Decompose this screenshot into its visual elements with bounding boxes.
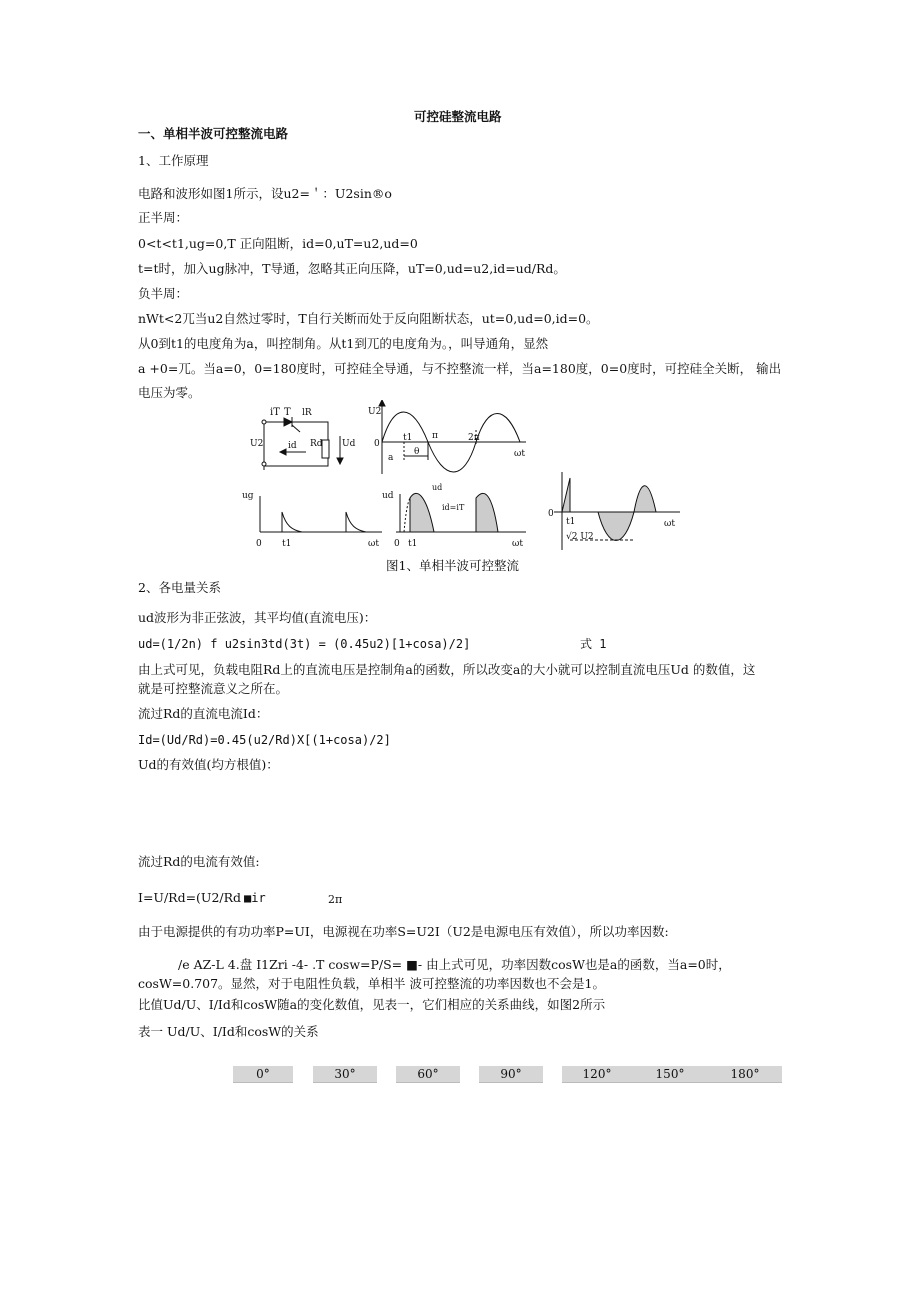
formula-3: I=U/Rd=(U2/Rd [138, 890, 242, 905]
paragraph-line: 负半周： [138, 286, 189, 301]
label-alpha: a [388, 453, 394, 463]
label-id: id [288, 441, 297, 451]
formula-1: ud=(1/2n) f u2sin3td(3t) = (0.45u2)[1+cosa)/2] [138, 637, 471, 651]
label-id-eq: id=iT [442, 503, 465, 512]
axis-zero: 0 [394, 539, 400, 549]
ug-waveform [260, 496, 382, 532]
u2-waveform [379, 400, 526, 474]
label-T: T [284, 407, 291, 418]
table-header-cell: 30° [313, 1066, 377, 1083]
axis-wt: ωt [664, 519, 675, 529]
axis-zero: 0 [548, 509, 554, 519]
paragraph-line: 电压为零。 [138, 385, 201, 400]
axis-ud: ud [382, 491, 394, 501]
paragraph-line: 电路和波形如图1所示，设u2=＇：U2sin®o [138, 186, 392, 201]
page-title: 可控硅整流电路 [414, 109, 502, 124]
circuit-diagram [262, 417, 343, 470]
paragraph-line: 正半周： [138, 210, 189, 225]
label-R: lR [302, 408, 312, 418]
label-t1: t1 [403, 433, 413, 443]
label-t1: t1 [282, 539, 292, 549]
table-caption: 表一 Ud/U、I/Id和cosW的关系 [138, 1024, 319, 1039]
axis-wt: ωt [514, 449, 525, 459]
paragraph-line: 从0到t1的电度角为a，叫控制角。从t1到兀的电度角为。，叫导通角，显然 [138, 336, 549, 351]
paragraph-line: nWt<2兀当u2自然过零时，T自行关断而处于反向阻断状态，ut=0,ud=0,id=0。 [138, 311, 599, 326]
subheading-1: 1、工作原理 [138, 153, 209, 168]
table-header-cell: 0° [233, 1066, 293, 1083]
label-theta: θ [414, 447, 420, 457]
paragraph-line: ud波形为非正弦波，其平均值(直流电压)： [138, 610, 377, 625]
subheading-2: 2、各电量关系 [138, 580, 221, 595]
paragraph-line: cosW=0.707。显然，对于电阻性负载，单相半 波可控整流的功率因数也不会是1。 [138, 976, 605, 991]
formula-2: Id=(Ud/Rd)=0.45(u2/Rd)X[(1+cosa)/2] [138, 733, 391, 747]
label-pi: π [432, 431, 438, 441]
label-2pi: 2π [468, 433, 480, 443]
paragraph-line: 由上式可见，负载电阻Rd上的直流电压是控制角a的函数，所以改变a的大小就可以控制直流电压Ud 的数值，这 [138, 662, 756, 677]
paragraph-line: a +0=兀。当a=0，0=180度时，可控硅全导通，与不控整流一样，当a=180度，0=0度时，可控硅全关断， 输出 [138, 361, 782, 376]
label-sqrt-u2: √2 U2 [566, 532, 594, 542]
paragraph-line: 流过Rd的电流有效值: [138, 854, 260, 869]
label-ud: ud [432, 483, 443, 492]
axis-ug: ug [242, 491, 254, 501]
label-u2: U2 [250, 439, 264, 449]
formula-tag: 式 1 [580, 637, 607, 651]
paragraph-line: Ud的有效值(均方根值)： [138, 757, 279, 772]
paragraph-line: 0<t<t1,ug=0,T 正向阻断，id=0,uT=u2,ud=0 [138, 236, 418, 251]
figure-caption: 图1、单相半波可控整流 [386, 558, 519, 573]
table-header-cell: 90° [479, 1066, 543, 1083]
axis-zero: 0 [256, 539, 262, 549]
paragraph-line: 就是可控整流意义之所在。 [138, 681, 289, 696]
table-header-cell: 120° [562, 1066, 632, 1083]
paragraph-line: t=t时，加入ug脉冲，T导通，忽略其正向压降，uT=0,ud=u2,id=ud/Rd。 [138, 261, 566, 276]
axis-wt: ωt [368, 539, 379, 549]
figure-1 [236, 400, 796, 560]
table-header-cell: 180° [708, 1066, 782, 1083]
axis-wt: ωt [512, 539, 523, 549]
label-t1: t1 [566, 517, 576, 527]
label-t1: t1 [408, 539, 418, 549]
label-iT: iT [270, 407, 280, 418]
label-Ud: Ud [342, 439, 356, 449]
paragraph-line: 由于电源提供的有功功率P=UI，电源视在功率S=U2I（U2是电源电压有效值），所以功率因数: [138, 924, 669, 939]
formula-4: /e AZ-L 4.盘 I1Zri -4- .T cosw=P/S= ■- 由上式可见，功率因数cosW也是a的函数，当a=0时， [178, 957, 731, 972]
axis-U2: U2 [368, 407, 382, 417]
paragraph-line: 流过Rd的直流电流Id： [138, 706, 269, 721]
formula-3-2pi: 2π [328, 893, 343, 906]
formula-3-fragment: ■ir [244, 891, 266, 905]
section-heading-1: 一、单相半波可控整流电路 [138, 126, 289, 141]
ud-waveform [396, 493, 526, 532]
axis-zero: 0 [374, 439, 380, 449]
table-header-cell: 150° [632, 1066, 708, 1083]
label-Rd: Rd [310, 439, 323, 449]
table-header-cell: 60° [396, 1066, 460, 1083]
paragraph-line: 比值Ud/U、I/Id和cosW随a的变化数值，见表一，它们相应的关系曲线，如图2所示 [138, 997, 606, 1012]
